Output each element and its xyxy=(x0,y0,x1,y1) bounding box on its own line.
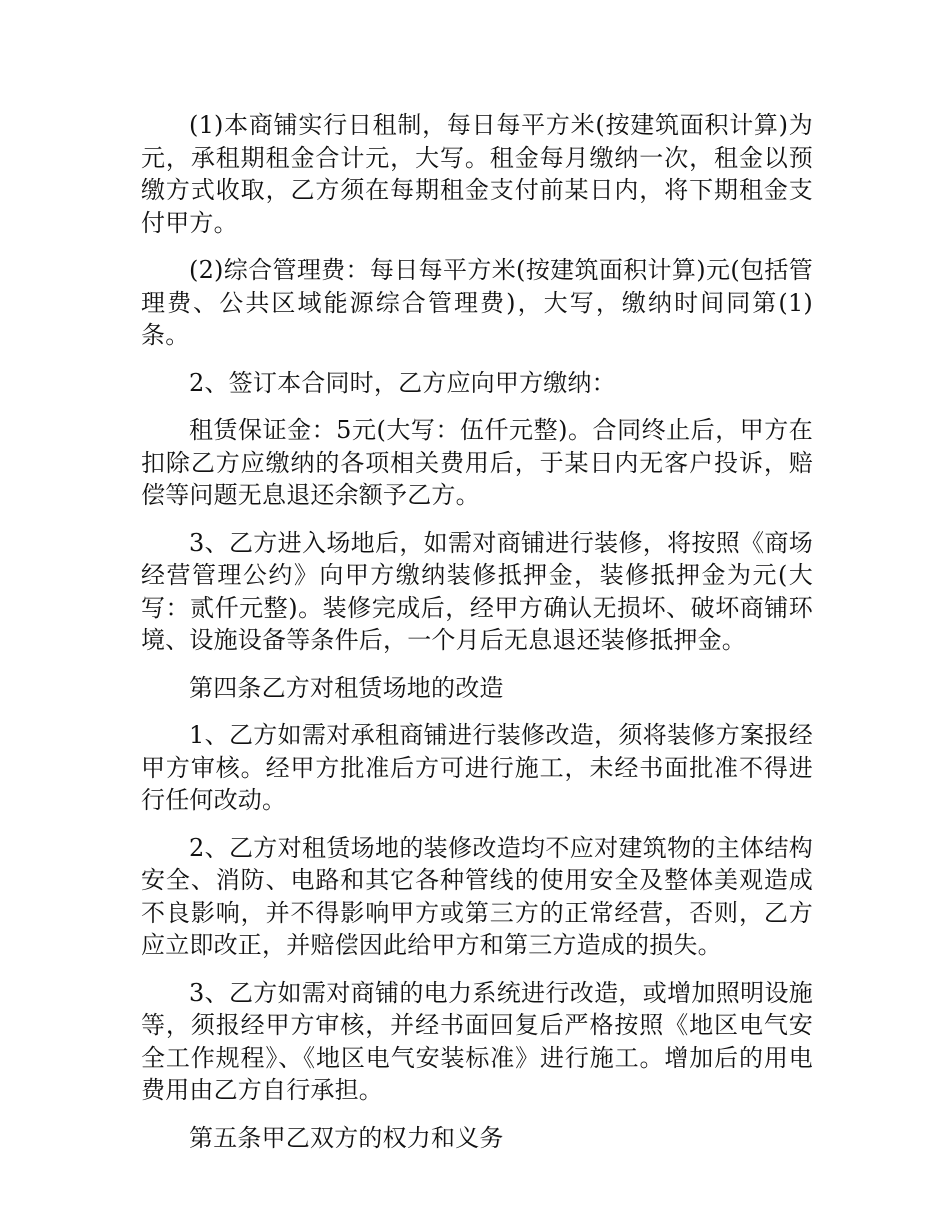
paragraph-management-fee: (2)综合管理费：每日每平方米(按建筑面积计算)元(包括管理费、公共区域能源综合管理费)，大写，缴纳时间同第(1)条。 xyxy=(141,256,813,349)
section-heading-article-4: 第四条乙方对租赁场地的改造 xyxy=(189,673,504,702)
paragraph-rent-daily: (1)本商铺实行日租制，每日每平方米(按建筑面积计算)为元，承租期租金合计元，大写。租金每月缴纳一次，租金以预缴方式收取，乙方须在每期租金支付前某日内，将下期租金支付甲方。 xyxy=(141,111,813,237)
section-heading-article-5: 第五条甲乙双方的权力和义务 xyxy=(189,1123,504,1152)
paragraph-signing-payment: 2、签订本合同时，乙方应向甲方缴纳： xyxy=(189,368,616,397)
paragraph-lease-deposit: 租赁保证金：5元(大写：伍仟元整)。合同终止后，甲方在扣除乙方应缴纳的各项相关费用后，于某日内无客户投诉，赔偿等问题无息退还余额予乙方。 xyxy=(141,416,813,509)
paragraph-renovation-safety: 2、乙方对租赁场地的装修改造均不应对建筑物的主体结构安全、消防、电路和其它各种管线的使用安全及整体美观造成不良影响，并不得影响甲方或第三方的正常经营，否则，乙方应立即改正，并赔偿因此给甲方和第三方造成的损失。 xyxy=(141,833,813,959)
paragraph-electrical-modification: 3、乙方如需对商铺的电力系统进行改造，或增加照明设施等，须报经甲方审核，并经书面回复后严格按照《地区电气安全工作规程》、《地区电气安装标准》进行施工。增加后的用电费用由乙方自行承担。 xyxy=(141,978,813,1104)
paragraph-decoration-deposit: 3、乙方进入场地后，如需对商铺进行装修，将按照《商场经营管理公约》向甲方缴纳装修抵押金，装修抵押金为元(大写：贰仟元整)。装修完成后，经甲方确认无损坏、破坏商铺环境、设施设备等条件后，一个月后无息退还装修抵押金。 xyxy=(141,528,813,654)
document-body xyxy=(141,109,813,1169)
paragraph-renovation-approval: 1、乙方如需对承租商铺进行装修改造，须将装修方案报经甲方审核。经甲方批准后方可进行施工，未经书面批准不得进行任何改动。 xyxy=(141,721,813,814)
